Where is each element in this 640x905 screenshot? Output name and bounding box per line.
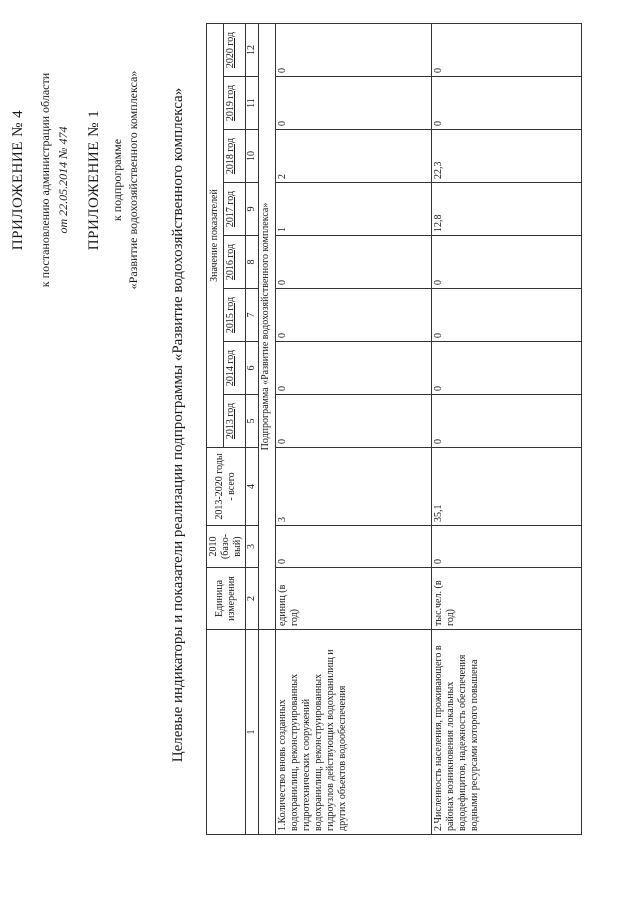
column-number: 11 [246, 77, 259, 130]
subprogram-name: «Развитие водохозяйственного комплекса» [126, 70, 140, 290]
indicator-value: 0 [432, 289, 582, 342]
column-number: 12 [246, 24, 259, 77]
year-header: 2013 год [224, 395, 246, 448]
year-header: 2017 год [224, 183, 246, 236]
column-number: 6 [246, 342, 259, 395]
section-spacer [259, 630, 276, 835]
year-header: 2019 год [224, 77, 246, 130]
column-number: 7 [246, 289, 259, 342]
indicator-value: 0 [276, 77, 432, 130]
indicator-value: 0 [432, 395, 582, 448]
year-header: 2014 год [224, 342, 246, 395]
indicator-name: 1.Количество вновь созданных водохранилищ, реконструированных гидротехнических сооружений водохранилищ, реконструированных гидроузлов действующих водохранилищ и других объектов водообеспечения [276, 630, 432, 835]
indicator-total: 35,1 [432, 448, 582, 526]
section-row [259, 24, 276, 835]
column-numbers-row [246, 24, 259, 835]
col-unit-header: Единица измерения [207, 568, 246, 630]
appendix-1-reference: к подпрограмме [110, 138, 124, 222]
column-number: 5 [246, 395, 259, 448]
column-number: 3 [246, 526, 259, 568]
table-row [276, 24, 432, 835]
indicator-unit: тыс.чел. (в год) [432, 568, 582, 630]
indicators-table [206, 23, 582, 835]
indicator-base: 0 [432, 526, 582, 568]
indicator-value: 2 [276, 130, 432, 183]
document-title: Целевые индикаторы и показатели реализации подпрограммы «Развитие водохозяйственного комплекса» [170, 87, 186, 763]
indicator-value: 0 [432, 24, 582, 77]
indicator-value: 0 [276, 395, 432, 448]
indicator-value: 1 [276, 183, 432, 236]
column-number: 9 [246, 183, 259, 236]
indicator-value: 0 [432, 77, 582, 130]
appendix-4-date-number: от 22.05.2014 № 474 [56, 126, 70, 234]
appendix-4-reference: к постановлению администрации области [38, 72, 52, 288]
col-base-header: 2010 (базо-вый) [207, 526, 246, 568]
indicator-value: 0 [276, 342, 432, 395]
indicator-value: 0 [276, 289, 432, 342]
column-number: 4 [246, 448, 259, 526]
column-number: 1 [246, 630, 259, 835]
indicator-value: 22,3 [432, 130, 582, 183]
indicator-value: 0 [276, 236, 432, 289]
section-title: Подпрограмма «Развитие водохозяйственного комплекса» [259, 24, 276, 630]
year-header: 2018 год [224, 130, 246, 183]
appendix-1-title: ПРИЛОЖЕНИЕ № 1 [86, 109, 102, 251]
col-total-header: 2013-2020 годы - всего [207, 448, 246, 526]
table-row [432, 24, 582, 835]
col-indicator-header [207, 630, 246, 835]
indicator-value: 0 [276, 24, 432, 77]
indicator-name: 2.Численность населения, проживающего в районах возникновения локальных вододефицитов, надежность обеспечения водными ресурсами которого повышена [432, 630, 582, 835]
values-group-header: Значение показателей [207, 24, 224, 448]
indicator-value: 0 [432, 342, 582, 395]
year-header: 2020 год [224, 24, 246, 77]
indicator-total: 3 [276, 448, 432, 526]
indicator-value: 12,8 [432, 183, 582, 236]
column-number: 2 [246, 568, 259, 630]
year-header: 2016 год [224, 236, 246, 289]
column-number: 10 [246, 130, 259, 183]
indicator-unit: единиц (в год) [276, 568, 432, 630]
indicator-value: 0 [432, 236, 582, 289]
indicator-base: 0 [276, 526, 432, 568]
appendix-4-title: ПРИЛОЖЕНИЕ № 4 [10, 109, 26, 251]
column-number: 8 [246, 236, 259, 289]
year-header: 2015 год [224, 289, 246, 342]
header-row-top [207, 24, 224, 835]
